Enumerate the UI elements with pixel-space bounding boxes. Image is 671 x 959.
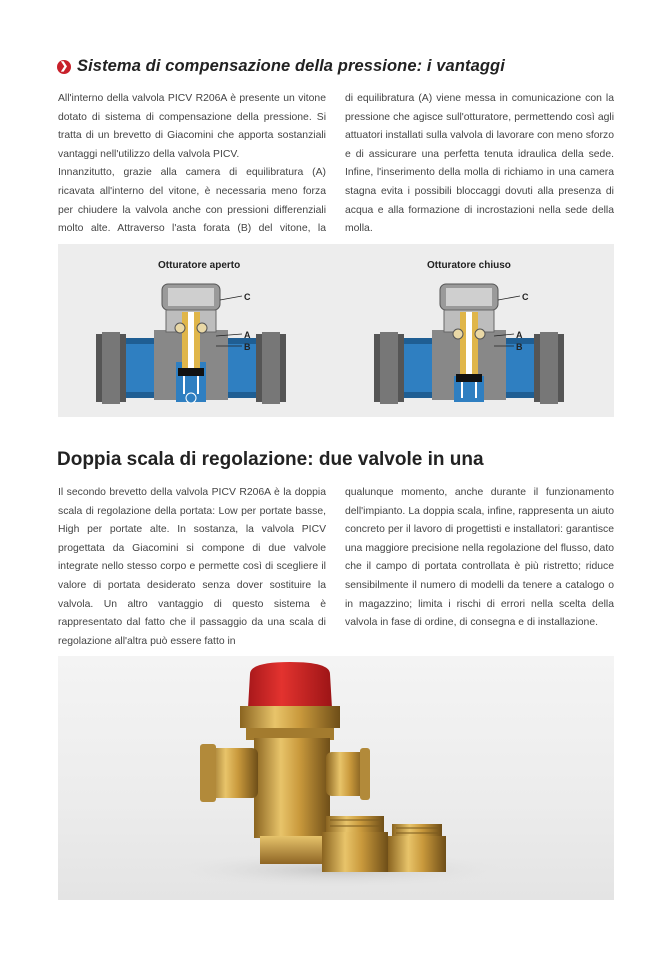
section1-heading — [57, 57, 505, 76]
diagram-letter-a-left: A — [244, 330, 251, 340]
diagram-letter-c-left: C — [244, 292, 251, 302]
valve-diagram-panel — [58, 244, 614, 417]
diagram-label-closed: Otturatore chiuso — [427, 260, 511, 271]
section1-paragraph-3: di equilibratura (A) viene messa in comunicazione con la pressione che agisce sull'otturatore, permettendo così agli attuatori installati sulla valvola di lavorare con meno sforzo e di assicurare una perfetta tenuta idraulica della sede. Infine, l'inserimento della molla di richiamo in una camera stagna evita i possibili bloccaggi dovuti alla presenza di acqua e alla formazione di incrostazioni nella sede della molla. — [345, 93, 614, 235]
section1-paragraph-1: All'interno della valvola PICV R206A è presente un vitone dotato di sistema di compensazione della pressione. Si tratta di un brevetto di Giacomini che apporta sostanziali vantaggi nell'utilizzo della valvola PICV. — [58, 93, 326, 160]
diagram-letter-a-right: A — [516, 330, 523, 340]
section1-column-left — [58, 90, 326, 257]
diagram-letter-c-right: C — [522, 292, 529, 302]
section1-paragraph-2: Innanzitutto, grazie alla camera di equilibratura (A) ricavata all'interno del vitone, è necessaria meno forza per chiudere la valvola anche con pressioni differenziali molto alte. Attraverso l'asta forata (B) del vitone, la — [58, 167, 326, 235]
section2-column-left — [58, 484, 326, 651]
valve-cross-section-closed — [374, 276, 564, 406]
brass-valve-illustration — [58, 656, 614, 900]
diagram-letter-b-right: B — [516, 342, 523, 352]
diagram-letter-b-left: B — [244, 342, 251, 352]
valve-cross-section-open — [96, 276, 286, 406]
chevron-right-icon: ❯ — [57, 60, 71, 74]
section2-column-right — [345, 484, 614, 633]
diagram-label-open: Otturatore aperto — [158, 260, 241, 271]
section1-title: Sistema di compensazione della pressione: i vantaggi — [77, 57, 505, 75]
product-photo — [58, 656, 614, 900]
section2-title: Doppia scala di regolazione: due valvole in una — [57, 449, 484, 470]
section2-paragraph-2: qualunque momento, anche durante il funzionamento dell'impianto. La doppia scala, infine, rappresenta un aiuto concreto per il lavoro di progettisti e installatori: garantisce una maggiore precisione nella regolazione del flusso, dato che il campo di portata controllata è più ristretto; riduce sensibilmente il numero di modelli da tenere a catalogo o in magazzino; limita i rischi di errori nella scelta della valvola in fase di ordine, di consegna e di installazione. — [345, 487, 614, 629]
section2-paragraph-1: Il secondo brevetto della valvola PICV R206A è la doppia scala di regolazione della portata: Low per portate basse, High per portate alte. In sostanza, la valvola PICV progettata da Giacomini si compone di due valvole integrate nello stesso corpo e permette così di scegliere il valore di portata desiderato senza dover sostituire la valvola. Un altro vantaggio di questo sistema è rappresentato dal fatto che il passaggio da una scala di regolazione all'altra può essere fatto in — [58, 487, 326, 647]
section1-column-right — [345, 90, 614, 239]
